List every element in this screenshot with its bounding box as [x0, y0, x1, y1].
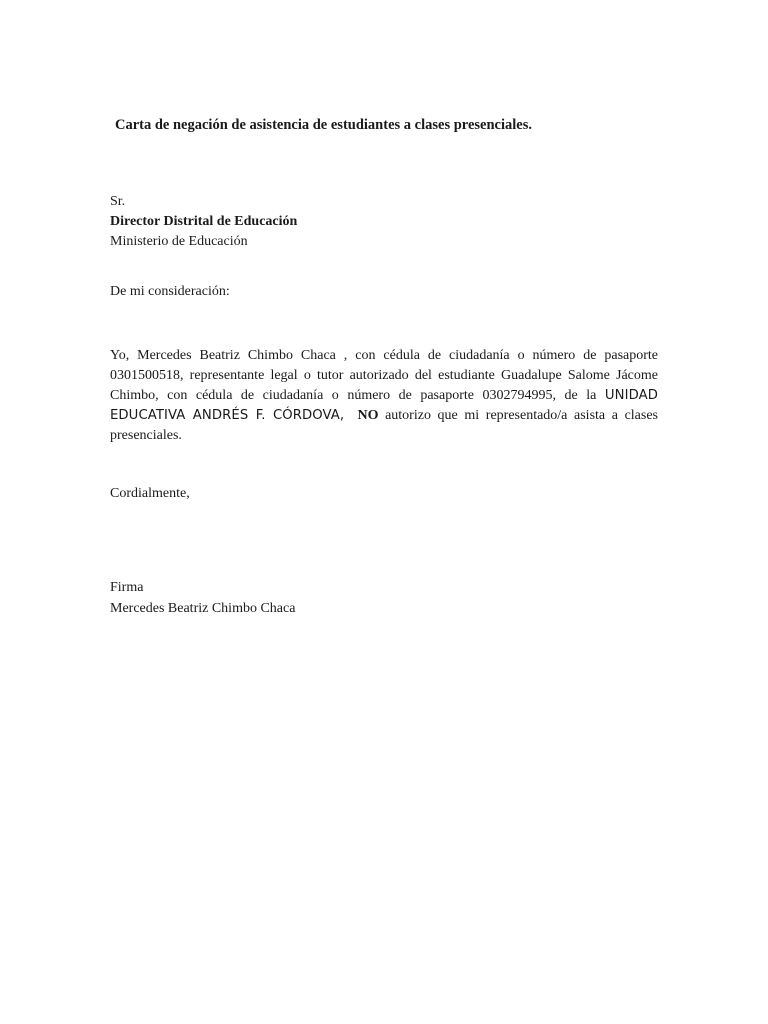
- closing: Cordialmente,: [110, 486, 190, 501]
- body-spacer: [344, 408, 357, 423]
- body-text-part1: Yo, Mercedes Beatriz Chimbo Chaca , con cédula de ciudadanía o número de pasaporte 0301500518, representante legal o tutor autorizado del estudiante Guadalupe Salome Jácome Chimbo, con cédula de ciudadanía o número de pasaporte 0302794995, de la: [110, 348, 658, 403]
- body-text-part2: autorizo que mi representado/a asista a clases presenciales.: [110, 408, 658, 443]
- letter-title: Carta de negación de asistencia de estudiantes a clases presenciales.: [115, 117, 532, 133]
- signer-name: Mercedes Beatriz Chimbo Chaca: [110, 601, 296, 616]
- letter-body: [110, 346, 658, 446]
- no-emphasis: NO: [357, 408, 379, 423]
- school-name: UNIDAD EDUCATIVA ANDRÉS F. CÓRDOVA,: [110, 388, 658, 423]
- recipient-title: Director Distrital de Educación: [110, 214, 298, 229]
- recipient-organization: Ministerio de Educación: [110, 234, 248, 249]
- signature-label: Firma: [110, 580, 144, 595]
- greeting: De mi consideración:: [110, 284, 230, 299]
- salutation: Sr.: [110, 194, 126, 209]
